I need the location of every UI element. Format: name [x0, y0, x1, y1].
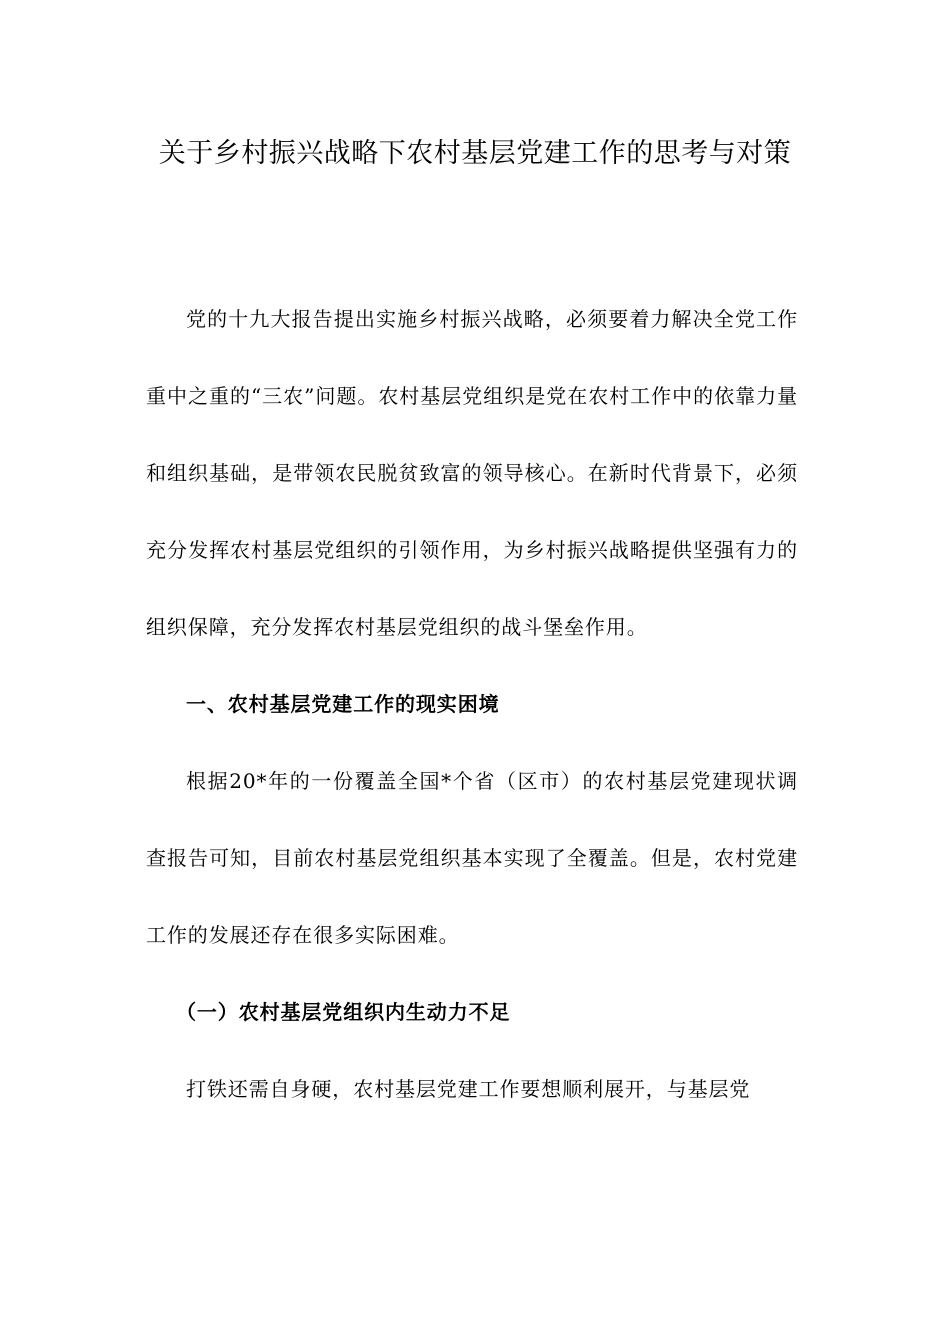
document-title: 关于乡村振兴战略下农村基层党建工作的思考与对策: [158, 138, 792, 169]
section-paragraph: 根据20*年的一份覆盖全国*个省（区市）的农村基层党建现状调查报告可知，目前农村基层党组织基本实现了全覆盖。但是，农村党建工作的发展还存在很多实际困难。: [146, 769, 798, 947]
intro-paragraph: 党的十九大报告提出实施乡村振兴战略，必须要着力解决全党工作重中之重的“三农”问题。农村基层党组织是党在农村工作中的依靠力量和组织基础，是带领农民脱贫致富的领导核心。在新时代背景下，必须充分发挥农村基层党组织的引领作用，为乡村振兴战略提供坚强有力的组织保障，充分发挥农村基层党组织的战斗堡垒作用。: [146, 307, 798, 639]
subsection-paragraph: 打铁还需自身硬，农村基层党建工作要想顺利展开，与基层党: [186, 1077, 751, 1101]
subsection-heading: （一）农村基层党组织内生动力不足: [176, 1000, 511, 1024]
document-body: [146, 281, 798, 1128]
section-heading: 一、农村基层党建工作的现实困境: [186, 692, 500, 716]
